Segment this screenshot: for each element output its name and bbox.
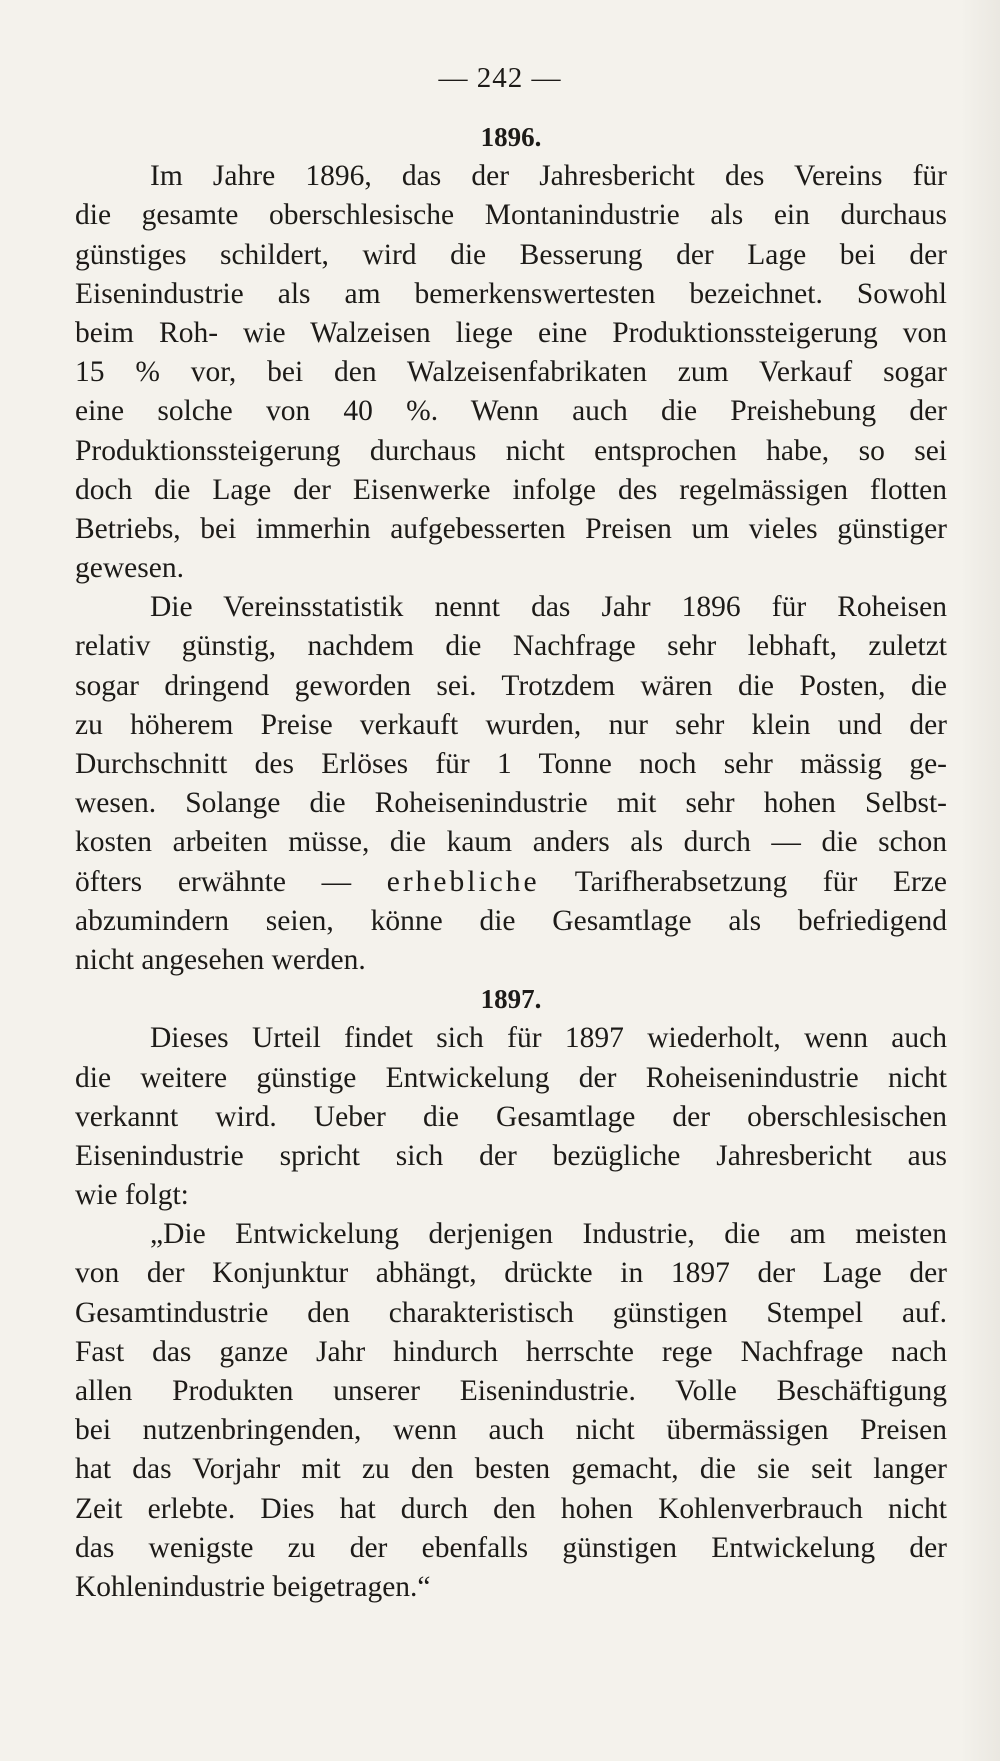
page-number-header: — 242 — xyxy=(438,62,562,94)
text-line: Kohlenindustrie beigetragen.“ xyxy=(75,1570,431,1603)
page-edge-shadow xyxy=(960,0,1000,1761)
text-line: günstiges schildert, wird die Besserung der Lage bei der xyxy=(75,238,947,271)
text-line: Betriebs, bei immerhin aufgebesserten Preisen um vieles günstiger xyxy=(75,512,947,545)
quotation-1897 xyxy=(75,1215,947,1607)
text-line: eine solche von 40 %. Wenn auch die Preishebung der xyxy=(75,395,947,428)
text-line: wesen. Solange die Roheisenindustrie mit sehr hohen Selbst- xyxy=(75,787,947,820)
spaced-emphasis: erhebliche xyxy=(386,865,540,898)
paragraph-1896-statistics xyxy=(75,588,947,980)
text-line: verkannt wird. Ueber die Gesamtlage der oberschlesischen xyxy=(75,1100,947,1133)
text-line: Gesamtindustrie den charakteristisch günstigen Stempel auf. xyxy=(75,1296,947,1329)
text-line: Eisenindustrie spricht sich der bezügliche Jahresbericht aus xyxy=(75,1139,947,1172)
text-line: die weitere günstige Entwickelung der Roheisenindustrie nicht xyxy=(75,1061,947,1094)
text-line-emphasis xyxy=(75,863,947,902)
text-line: von der Konjunktur abhängt, drückte in 1897 der Lage der xyxy=(75,1257,947,1290)
section-heading-1896: 1896. xyxy=(480,122,542,152)
text-line: Fast das ganze Jahr hindurch herrschte rege Nachfrage nach xyxy=(75,1335,947,1368)
section-heading-1897: 1897. xyxy=(480,984,542,1015)
text-line: Im Jahre 1896, das der Jahresbericht des Vereins für xyxy=(150,160,947,193)
paragraph-1896-annual-report xyxy=(75,157,947,588)
text-line: Die Vereinsstatistik nennt das Jahr 1896 für Roheisen xyxy=(150,591,947,624)
text-line: Eisenindustrie als am bemerkenswertesten bezeichnet. Sowohl xyxy=(75,277,947,310)
text-line: hat das Vorjahr mit zu den besten gemacht, die sie seit langer xyxy=(75,1453,947,1486)
text-line: bei nutzenbringenden, wenn auch nicht übermässigen Preisen xyxy=(75,1414,947,1447)
paragraph-1897-judgment xyxy=(75,1019,947,1215)
text-line: wie folgt: xyxy=(75,1179,189,1212)
text-line: doch die Lage der Eisenwerke infolge des regelmässigen flotten xyxy=(75,473,947,506)
text-line: zu höherem Preise verkauft wurden, nur sehr klein und der xyxy=(75,708,947,741)
text-line: allen Produkten unserer Eisenindustrie. Volle Beschäftigung xyxy=(75,1375,947,1407)
text-fragment: öfters erwähnte — xyxy=(75,865,387,898)
text-fragment: Tarifherabsetzung für Erze xyxy=(539,865,947,898)
main-text xyxy=(75,118,947,1607)
text-line: die gesamte oberschlesische Montanindustrie als ein durchaus xyxy=(75,199,947,232)
text-line: kosten arbeiten müsse, die kaum anders als durch — die schon xyxy=(75,826,947,859)
text-line: relativ günstig, nachdem die Nachfrage sehr lebhaft, zuletzt xyxy=(75,630,947,663)
text-line: „Die Entwickelung derjenigen Industrie, die am meisten xyxy=(150,1218,947,1251)
text-line: abzumindern seien, könne die Gesamtlage als befriedigend xyxy=(75,904,947,937)
text-line: Zeit erlebte. Dies hat durch den hohen Kohlenverbrauch nicht xyxy=(75,1492,947,1525)
text-line: Dieses Urteil findet sich für 1897 wiederholt, wenn auch xyxy=(150,1022,947,1055)
text-line: nicht angesehen werden. xyxy=(75,943,366,976)
text-line: beim Roh- wie Walzeisen liege eine Produktionssteigerung von xyxy=(75,316,947,349)
text-line: 15 % vor, bei den Walzeisenfabrikaten zum Verkauf sogar xyxy=(75,356,947,389)
text-line: Produktionssteigerung durchaus nicht entsprochen habe, so sei xyxy=(75,434,947,467)
text-line: gewesen. xyxy=(75,552,184,585)
text-line: das wenigste zu der ebenfalls günstigen Entwickelung der xyxy=(75,1531,947,1564)
text-line: Durchschnitt des Erlöses für 1 Tonne noch sehr mässig ge- xyxy=(75,748,947,780)
text-line: sogar dringend geworden sei. Trotzdem wären die Posten, die xyxy=(75,669,947,702)
